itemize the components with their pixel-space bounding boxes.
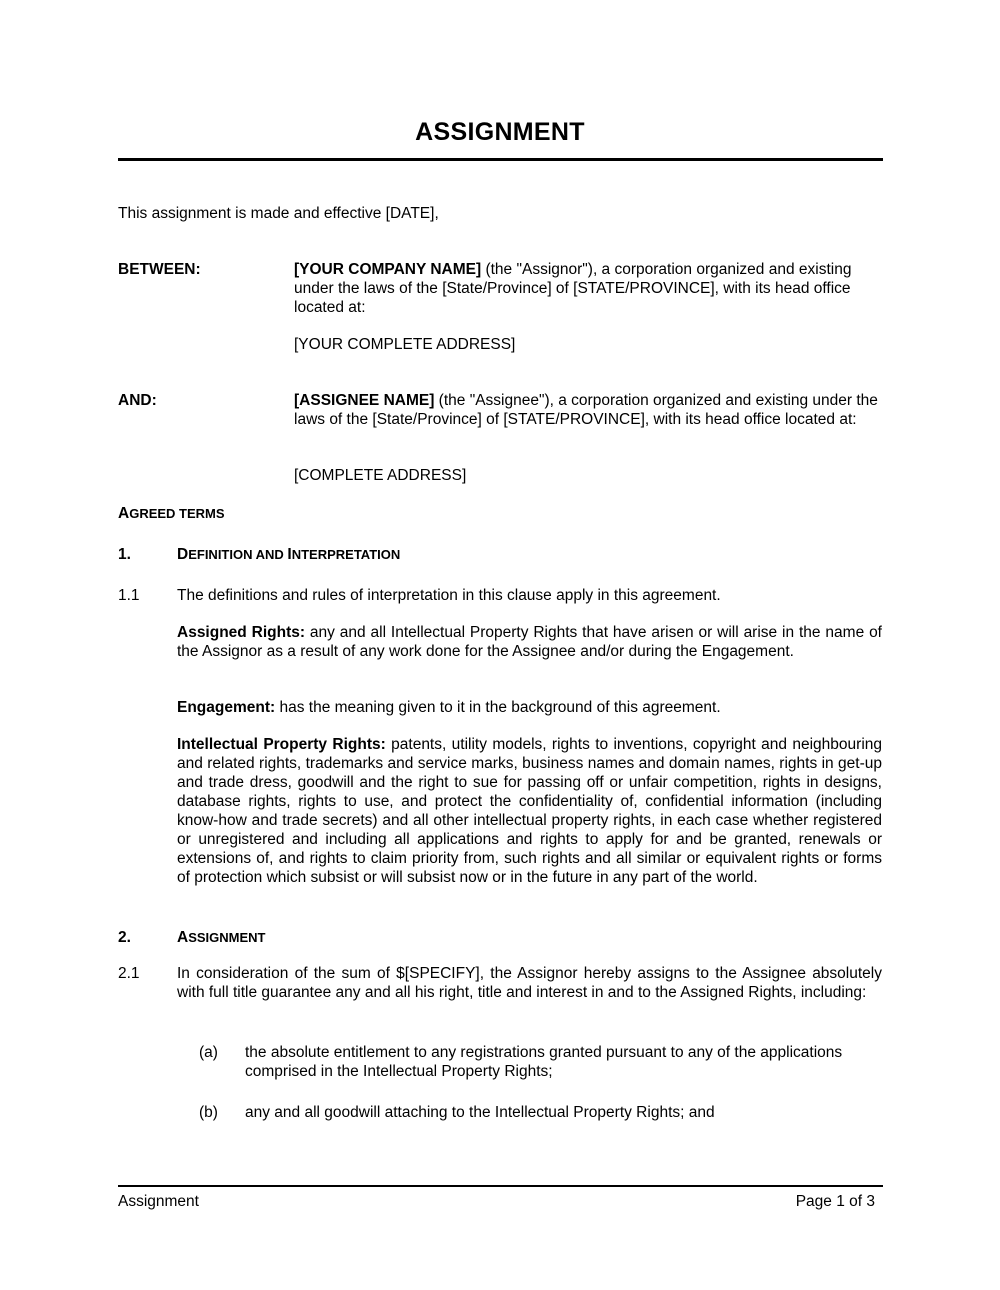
- assignor-name: [YOUR COMPANY NAME]: [294, 261, 482, 278]
- definition-assigned-rights: Assigned Rights: any and all Intellectual Property Rights that have arisen or will arise in the name of the Assignor as a result of any work done for the Assignee and/or during the Engagement.: [177, 624, 882, 660]
- item-label-b: (b): [199, 1104, 218, 1121]
- item-label-a: (a): [199, 1044, 218, 1061]
- assignor-address: [YOUR COMPLETE ADDRESS]: [294, 336, 516, 353]
- clause-text-2-1: In consideration of the sum of $[SPECIFY], the Assignor hereby assigns to the Assignee absolutely with full title guarantee any and all his right, title and interest in and to the Assigned Rights, including:: [177, 965, 882, 1001]
- assignee-name: [ASSIGNEE NAME]: [294, 392, 435, 409]
- section-number-1: 1.: [118, 546, 131, 563]
- agreed-terms-heading: AGREED TERMS: [118, 505, 225, 522]
- party-assignor-text: [294, 260, 879, 317]
- assignee-address: [COMPLETE ADDRESS]: [294, 467, 467, 484]
- section-heading-2: ASSIGNMENT: [177, 929, 266, 946]
- item-text-b: any and all goodwill attaching to the Intellectual Property Rights; and: [245, 1104, 715, 1121]
- intro-paragraph: This assignment is made and effective [DATE],: [118, 205, 439, 222]
- party-assignee-text: [294, 391, 879, 429]
- document-title: ASSIGNMENT: [415, 118, 585, 146]
- footer-document-name: Assignment: [118, 1193, 199, 1210]
- clause-text-1-1: The definitions and rules of interpretation in this clause apply in this agreement.: [177, 587, 721, 604]
- title-divider: [118, 158, 883, 161]
- definition-intellectual-property-rights: Intellectual Property Rights: patents, utility models, rights to inventions, copyright and neighbouring and related rights, trademarks and service marks, business names and domain names, rights in get-up and trade dress, goodwill and the right to sue for passing off or unfair competition, rights in designs, database rights, rights to use, and protect the confidentiality of, confidential information (including know-how and trade secrets) and all other intellectual property rights, in each case whether registered or unregistered and including all applications and rights to apply for and be granted, renewals or extensions of, and rights to claim priority from, such rights and all similar or equivalent rights or forms of protection which subsist or will subsist now or in the future in any part of the world.: [177, 736, 883, 886]
- item-text-a: the absolute entitlement to any registrations granted pursuant to any of the applications comprised in the Intellectual Property Rights;: [245, 1044, 843, 1080]
- definition-engagement: Engagement: has the meaning given to it in the background of this agreement.: [177, 699, 721, 716]
- assignee-description: (the "Assignee"), a corporation organized and existing under the laws of the [State/Province] of [STATE/PROVINCE], with its head office located at:: [294, 392, 878, 428]
- clause-number-2-1: 2.1: [118, 965, 140, 982]
- clause-number-1-1: 1.1: [118, 587, 140, 604]
- assignor-description: (the "Assignor"), a corporation organized and existing under the laws of the [State/Province] of [STATE/PROVINCE], with its head office located at:: [294, 261, 852, 316]
- section-number-2: 2.: [118, 929, 131, 946]
- party-label-and: AND:: [118, 392, 157, 409]
- footer-page-number: Page 1 of 3: [795, 1193, 875, 1210]
- party-label-between: BETWEEN:: [118, 261, 201, 278]
- section-heading-1: DEFINITION AND INTERPRETATION: [177, 546, 401, 563]
- footer-divider: [118, 1185, 883, 1187]
